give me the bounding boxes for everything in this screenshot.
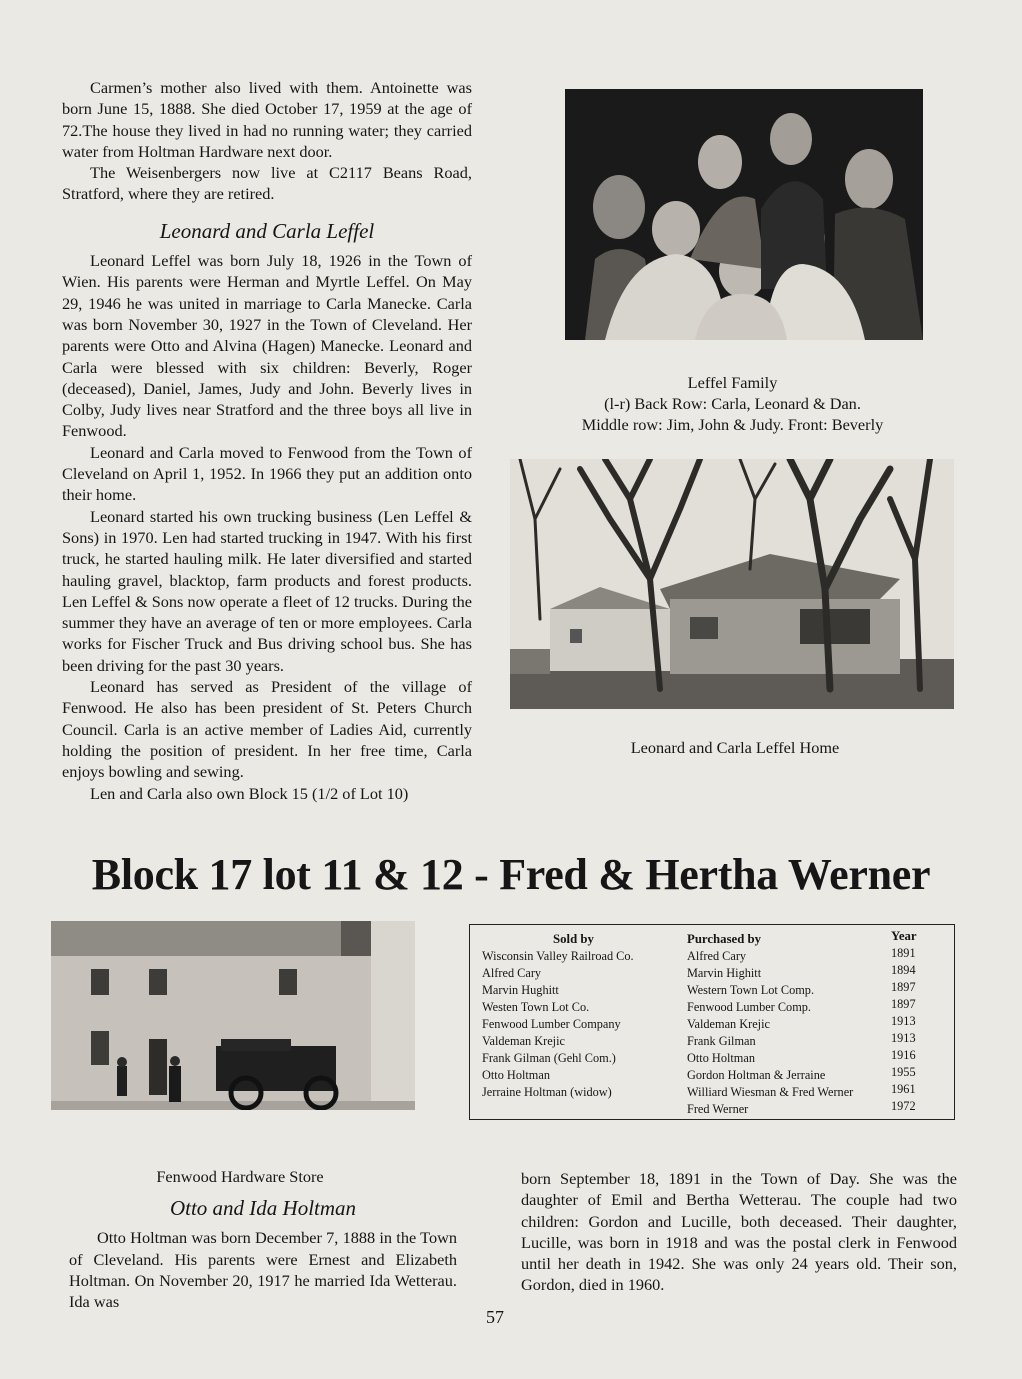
table-cell: Western Town Lot Comp.	[687, 983, 815, 997]
table-cell: Westen Town Lot Co.	[482, 1000, 590, 1014]
table-cell: Marvin Highitt	[687, 966, 762, 980]
table-cell: 1897	[891, 980, 916, 994]
store-photo-caption: Fenwood Hardware Store	[156, 1167, 324, 1186]
table-cell: Frank Gilman	[687, 1034, 756, 1048]
paragraph: Otto Holtman was born December 7, 1888 in the Town of Cleveland. His parents were Ernest and Elizabeth Holtman. On November 20, 1917 he married Ida Wetterau. Ida was	[69, 1228, 457, 1312]
section-subhead-leffel: Leonard and Carla Leffel	[159, 218, 375, 243]
page-number: 57	[486, 1307, 504, 1327]
table-cell: 1894	[891, 963, 916, 977]
table-cell: Fenwood Lumber Company	[482, 1017, 621, 1031]
sold-by-column	[482, 931, 634, 1101]
table-cell: 1897	[891, 997, 916, 1011]
purchased-by-column	[687, 931, 853, 1118]
caption-line: Middle row: Jim, John & Judy. Front: Beverly	[581, 415, 884, 434]
table-cell: 1891	[891, 946, 916, 960]
store-photo-illustration	[51, 921, 415, 1110]
paragraph: born September 18, 1891 in the Town of Day. She was the daughter of Emil and Bertha Wetterau. The couple had two children: Gordon and Lucille, both deceased. Their daughter, Lucille, was born in 1918 and was the postal clerk in Fenwood until her death in 1942. She was only 24 years old. Their son, Gordon, died in 1960.	[521, 1169, 957, 1295]
year-column	[891, 931, 917, 1115]
paragraph: Leonard and Carla moved to Fenwood from the Town of Cleveland on April 1, 1952. In 1966 they put an addition onto their home.	[62, 442, 472, 505]
family-photo-illustration	[565, 89, 923, 340]
table-cell: 1913	[891, 1014, 916, 1028]
family-photo-caption	[540, 372, 925, 435]
table-cell: Otto Holtman	[687, 1051, 755, 1065]
table-cell: Marvin Hughitt	[482, 983, 559, 997]
table-cell: Wisconsin Valley Railroad Co.	[482, 949, 634, 963]
table-cell: Valdeman Krejic	[687, 1017, 770, 1031]
hardware-store-photo	[51, 921, 415, 1110]
paragraph: The Weisenbergers now live at C2117 Beans Road, Stratford, where they are retired.	[62, 163, 472, 204]
paragraph: Leonard started his own trucking business (Len Leffel & Sons) in 1970. Len had started trucking in 1947. With his first truck, he started hauling milk. He later diversified and started hauling gravel, blacktop, farm products and forest products. Len Leffel & Sons now operate a fleet of 12 trucks. During the summer they have an average of ten or more employees. Carla works for Fischer Truck and Bus driving school bus. She has been driving for the past 30 years.	[62, 506, 472, 675]
table-cell: Frank Gilman (Gehl Com.)	[482, 1051, 616, 1065]
table-cell: Alfred Cary	[482, 966, 542, 980]
table-cell: Jerraine Holtman (widow)	[482, 1085, 612, 1099]
table-cell: 1913	[891, 1031, 916, 1045]
paragraph: Leonard has served as President of the village of Fenwood. He also has been president of St. Peters Church Council. Carla is an active member of Ladies Aid, currently holding the position of president. In her free time, Carla enjoys bowling and sewing.	[62, 677, 472, 782]
home-photo-illustration	[510, 459, 954, 709]
left-column	[62, 77, 472, 804]
paragraph: Leonard Leffel was born July 18, 1926 in the Town of Wien. His parents were Herman and Myrtle Leffel. On May 29, 1946 he was united in marriage to Carla Manecke. Carla was born November 30, 1927 in the Town of Cleveland. Her parents were Otto and Alvina (Hagen) Manecke. Leonard and Carla were blessed with six children: Beverly, Roger (deceased), Daniel, James, Judy and John. Beverly lives in Colby, Judy lives near Stratford and the three boys all live in Fenwood.	[62, 251, 472, 441]
lower-right-column	[521, 1168, 957, 1296]
table-cell: Gordon Holtman & Jerraine	[687, 1068, 826, 1082]
leffel-family-photo	[565, 89, 923, 340]
caption-line: Leffel Family	[687, 373, 778, 392]
block-heading: Block 17 lot 11 & 12 - Fred & Hertha Werner	[91, 850, 931, 899]
paragraph: Len and Carla also own Block 15 (1/2 of Lot 10)	[90, 783, 409, 803]
table-cell: Williard Wiesman & Fred Werner	[687, 1085, 854, 1099]
table-cell: 1972	[891, 1099, 916, 1113]
table-cell: Fenwood Lumber Comp.	[687, 1000, 811, 1014]
table-cell: 1955	[891, 1065, 916, 1079]
table-cell: 1961	[891, 1082, 916, 1096]
leffel-home-photo	[510, 459, 954, 709]
table-cell: 1916	[891, 1048, 916, 1062]
section-subhead-holtman: Otto and Ida Holtman	[169, 1196, 357, 1220]
column-header-year: Year	[891, 929, 917, 943]
table-cell: Valdeman Krejic	[482, 1034, 565, 1048]
paragraph: Carmen’s mother also lived with them. Antoinette was born June 15, 1888. She died October 17, 1959 at the age of 72.The house they lived in had no running water; they carried water from Holtman Hardware next door.	[62, 78, 472, 161]
column-header-purchased-by: Purchased by	[687, 932, 762, 946]
lower-left-column	[69, 1198, 457, 1312]
ownership-table	[469, 924, 955, 1120]
table-cell: Alfred Cary	[687, 949, 747, 963]
caption-line: (l-r) Back Row: Carla, Leonard & Dan.	[604, 394, 861, 413]
table-cell: Otto Holtman	[482, 1068, 550, 1082]
column-header-sold-by: Sold by	[553, 932, 594, 946]
table-cell: Fred Werner	[687, 1102, 749, 1116]
home-photo-caption: Leonard and Carla Leffel Home	[630, 738, 840, 757]
